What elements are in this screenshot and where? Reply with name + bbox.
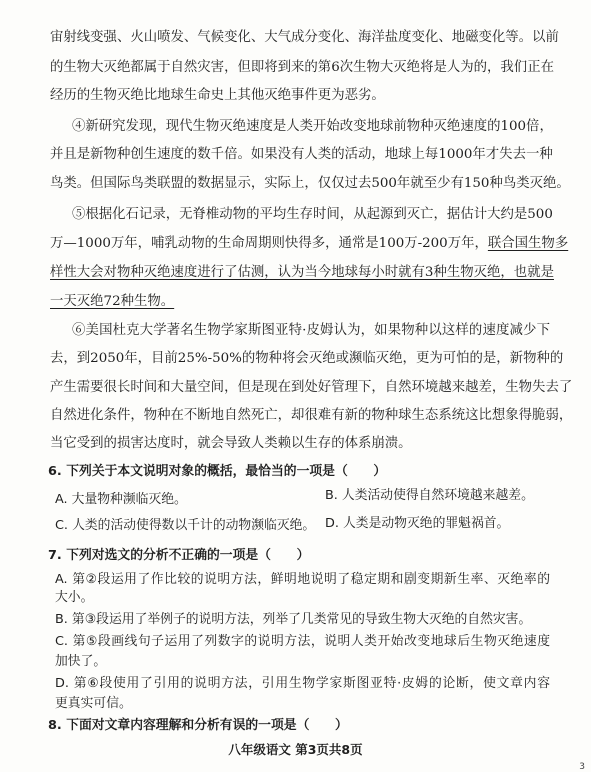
- q7-option-c-line-1[interactable]: C. 第⑤段画线句子运用了列数字的说明方法，说明人类开始改变地球后生物灭绝速度: [55, 634, 550, 649]
- q6-option-c[interactable]: C. 人类的活动使得数以千计的动物濒临灭绝。: [55, 518, 316, 533]
- page-footer: 八年级语文 第3页共8页: [228, 742, 363, 757]
- p6-line-2: 去，到2050年，目前25%-50%的物种将会灭绝或濒临灭绝，更为可怕的是，新物种的: [50, 351, 564, 366]
- p5-line-4-underlined: 一天灭绝72种生物。: [50, 294, 175, 309]
- p5-line-2: [50, 234, 569, 254]
- q6-stem: 6. 下列关于本文说明对象的概括，最恰当的一项是（ ）: [48, 464, 387, 479]
- p5-line-2-text: 万—1000万年，哺乳动物的生命周期则快得多，通常是100万-200万年，: [50, 236, 488, 251]
- p4-line-2: 并且是新物种创生速度的数千倍。如果没有人类的活动，地球上每1000年才失去一种: [50, 147, 553, 162]
- p6-line-4: 自然进化条件，物种在不断地自然死亡，却很难有新的物种球生态系统这比想象得脆弱，: [50, 408, 573, 423]
- q7-stem: 7. 下列对选文的分析不正确的一项是（ ）: [48, 548, 310, 563]
- p5-underlined-start: 联合国生物多: [487, 236, 569, 251]
- q7-option-a-line-1[interactable]: A. 第②段运用了作比较的说明方法，鲜明地说明了稳定期和剧变期新生率、灭绝率的: [55, 572, 550, 587]
- q7-option-c-line-2: 加快了。: [55, 654, 107, 669]
- q7-option-d-line-1[interactable]: D. 第⑥段使用了引用的说明方法，引用生物学家斯图亚特·皮姆的论断，使文章内容: [55, 676, 550, 691]
- q6-option-d[interactable]: D. 人类是动物灭绝的罪魁祸首。: [325, 516, 510, 531]
- corner-mark: 3: [579, 762, 585, 772]
- p3-line-2: 的生物大灭绝都属于自然灾害，但即将到来的第6次生物大灭绝将是人为的，我们正在: [50, 60, 554, 75]
- q8-stem: 8. 下面对文章内容理解和分析有误的一项是（ ）: [48, 718, 348, 733]
- p5-line-1: ⑤根据化石记录，无脊椎动物的平均生存时间，从起源到灭亡，据估计大约是500: [72, 207, 553, 222]
- q7-option-b[interactable]: B. 第③段运用了举例子的说明方法，列举了几类常见的导致生物大灭绝的自然灾害。: [55, 612, 532, 627]
- q7-option-d-line-2: 更真实可信。: [55, 696, 132, 711]
- q6-option-a[interactable]: A. 大量物种濒临灭绝。: [55, 492, 187, 507]
- q6-option-b[interactable]: B. 人类活动使得自然环境越来越差。: [325, 488, 534, 503]
- p3-line-1: 宙射线变强、火山喷发、气候变化、大气成分变化、海洋盐度变化、地磁变化等。以前: [50, 30, 559, 45]
- p5-line-3-underlined: 样性大会对物种灭绝速度进行了估测，认为当今地球每小时就有3种生物灭绝，也就是: [50, 265, 554, 280]
- p3-line-3: 经历的生物灭绝比地球生命史上其他灭绝事件更为恶劣。: [50, 88, 385, 103]
- p6-line-5: 当它受到的损害达度时，就会导致人类赖以生存的体系崩溃。: [50, 436, 412, 451]
- p4-line-1: ④新研究发现，现代生物灭绝速度是人类开始改变地球前物种灭绝速度的100倍，: [72, 119, 553, 134]
- p6-line-1: ⑥美国杜克大学著名生物学家斯图亚特·皮姆认为，如果物种以这样的速度减少下: [72, 323, 550, 338]
- q7-option-a-line-2: 大小。: [55, 590, 94, 605]
- p6-line-3: 产生需要很长时间和大量空间，但是现在到处好管理下，自然环境越来越差，生物失去了: [50, 380, 573, 395]
- p4-line-3: 鸟类。但国际鸟类联盟的数据显示，实际上，仅仅过去500年就至少有150种鸟类灭绝。: [50, 176, 570, 191]
